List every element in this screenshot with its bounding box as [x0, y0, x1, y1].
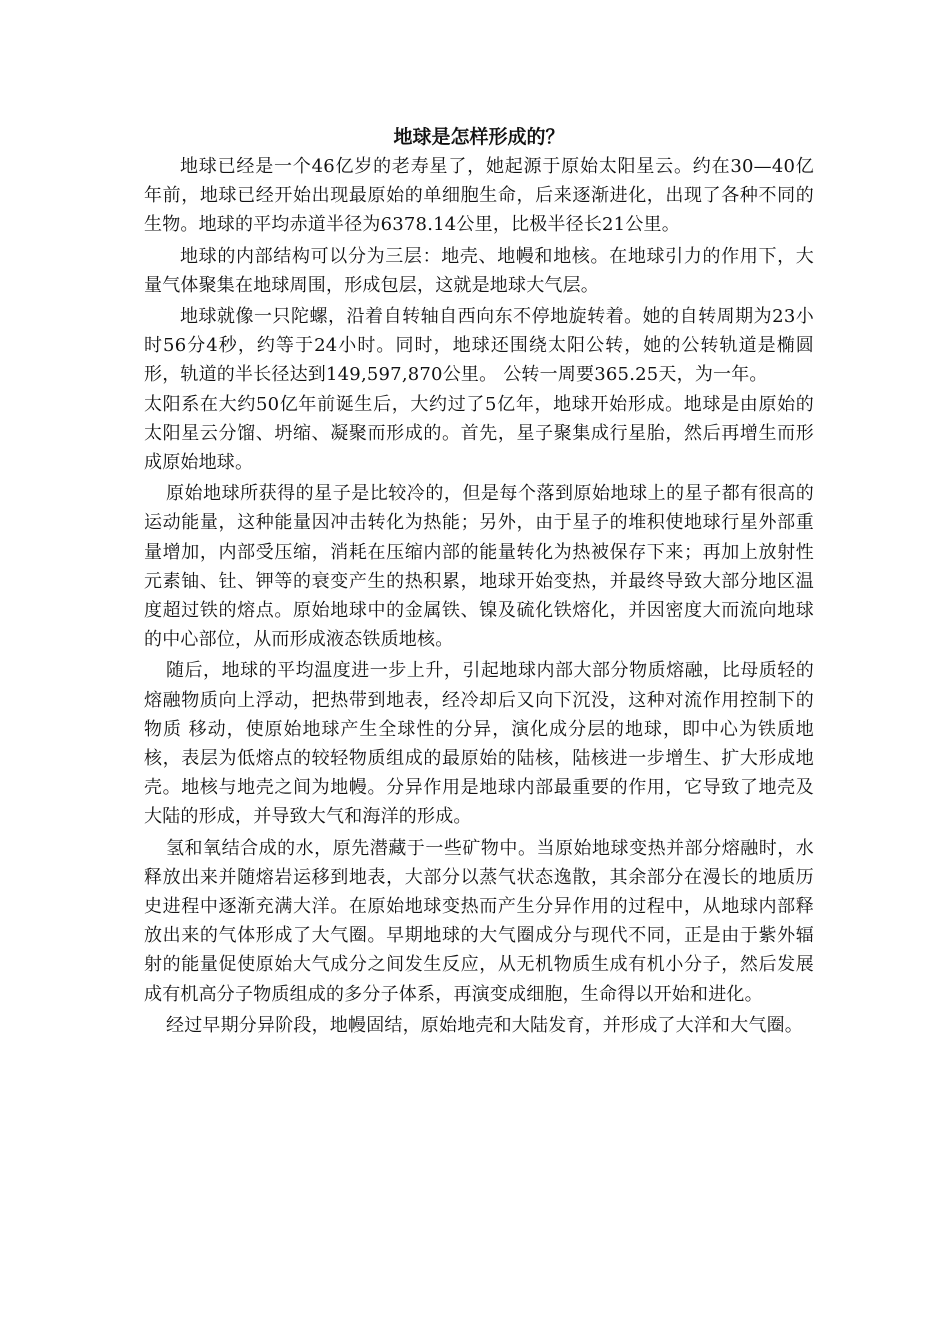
- paragraph-3: 地球就像一只陀螺，沿着自转轴自西向东不停地旋转着。她的自转周期为23小时56分4秒，约等于24小时。同时，地球还围绕太阳公转，她的公转轨道是椭圆形，轨道的半长径达到149,597,870公里。 公转一周要365.25天，为一年。: [144, 306, 814, 386]
- paragraph-1: 地球已经是一个46亿岁的老寿星了，她起源于原始太阳星云。约在30—40亿年前，地球已经开始出现最原始的单细胞生命，后来逐渐进化，出现了各种不同的生物。地球的平均赤道半径为6378.14公里，比极半径长21公里。: [144, 156, 814, 236]
- document-title: 地球是怎样形成的？: [393, 126, 565, 148]
- paragraph-6: 随后，地球的平均温度进一步上升，引起地球内部大部分物质熔融，比母质轻的熔融物质向上浮动，把热带到地表，经冷却后又向下沉没，这种对流作用控制下的物质 移动，使原始地球产生全球性的分异，演化成分层的地球，即中心为铁质地核，表层为低熔点的较轻物质组成的最原始的陆核，陆核进一步增生、扩大形成地壳。地核与地壳之间为地幔。分异作用是地球内部最重要的作用，它导致了地壳及大陆的形成，并导致大气和海洋的形成。: [144, 660, 814, 828]
- paragraph-5: 原始地球所获得的星子是比较冷的，但是每个落到原始地球上的星子都有很高的运动能量，这种能量因冲击转化为热能；另外，由于星子的堆积使地球行星外部重量增加，内部受压缩，消耗在压缩内部的能量转化为热被保存下来；再加上放射性元素铀、钍、钾等的衰变产生的热积累，地球开始变热，并最终导致大部分地区温度超过铁的熔点。原始地球中的金属铁、镍及硫化铁熔化，并因密度大而流向地球的中心部位，从而形成液态铁质地核。: [144, 483, 814, 651]
- paragraph-8: 经过早期分异阶段，地幔固结，原始地壳和大陆发育，并形成了大洋和大气圈。: [166, 1014, 803, 1036]
- paragraph-7: 氢和氧结合成的水，原先潜藏于一些矿物中。当原始地球变热并部分熔融时，水释放出来并随熔岩运移到地表，大部分以蒸气状态逸散，其余部分在漫长的地质历史进程中逐渐充满大洋。在原始地球变热而产生分异作用的过程中，从地球内部释放出来的气体形成了大气圈。早期地球的大气圈成分与现代不同，正是由于紫外辐射的能量促使原始大气成分之间发生反应，从无机物质生成有机小分子，然后发展成有机高分子物质组成的多分子体系，再演变成细胞，生命得以开始和进化。: [144, 837, 814, 1005]
- paragraph-2: 地球的内部结构可以分为三层：地壳、地幔和地核。在地球引力的作用下，大量气体聚集在地球周围，形成包层，这就是地球大气层。: [144, 245, 814, 296]
- document-page: [144, 124, 814, 1040]
- paragraph-4: 太阳系在大约50亿年前诞生后，大约过了5亿年，地球开始形成。地球是由原始的太阳星云分馏、坍缩、凝聚而形成的。首先，星子聚集成行星胎，然后再增生而形成原始地球。: [144, 393, 814, 474]
